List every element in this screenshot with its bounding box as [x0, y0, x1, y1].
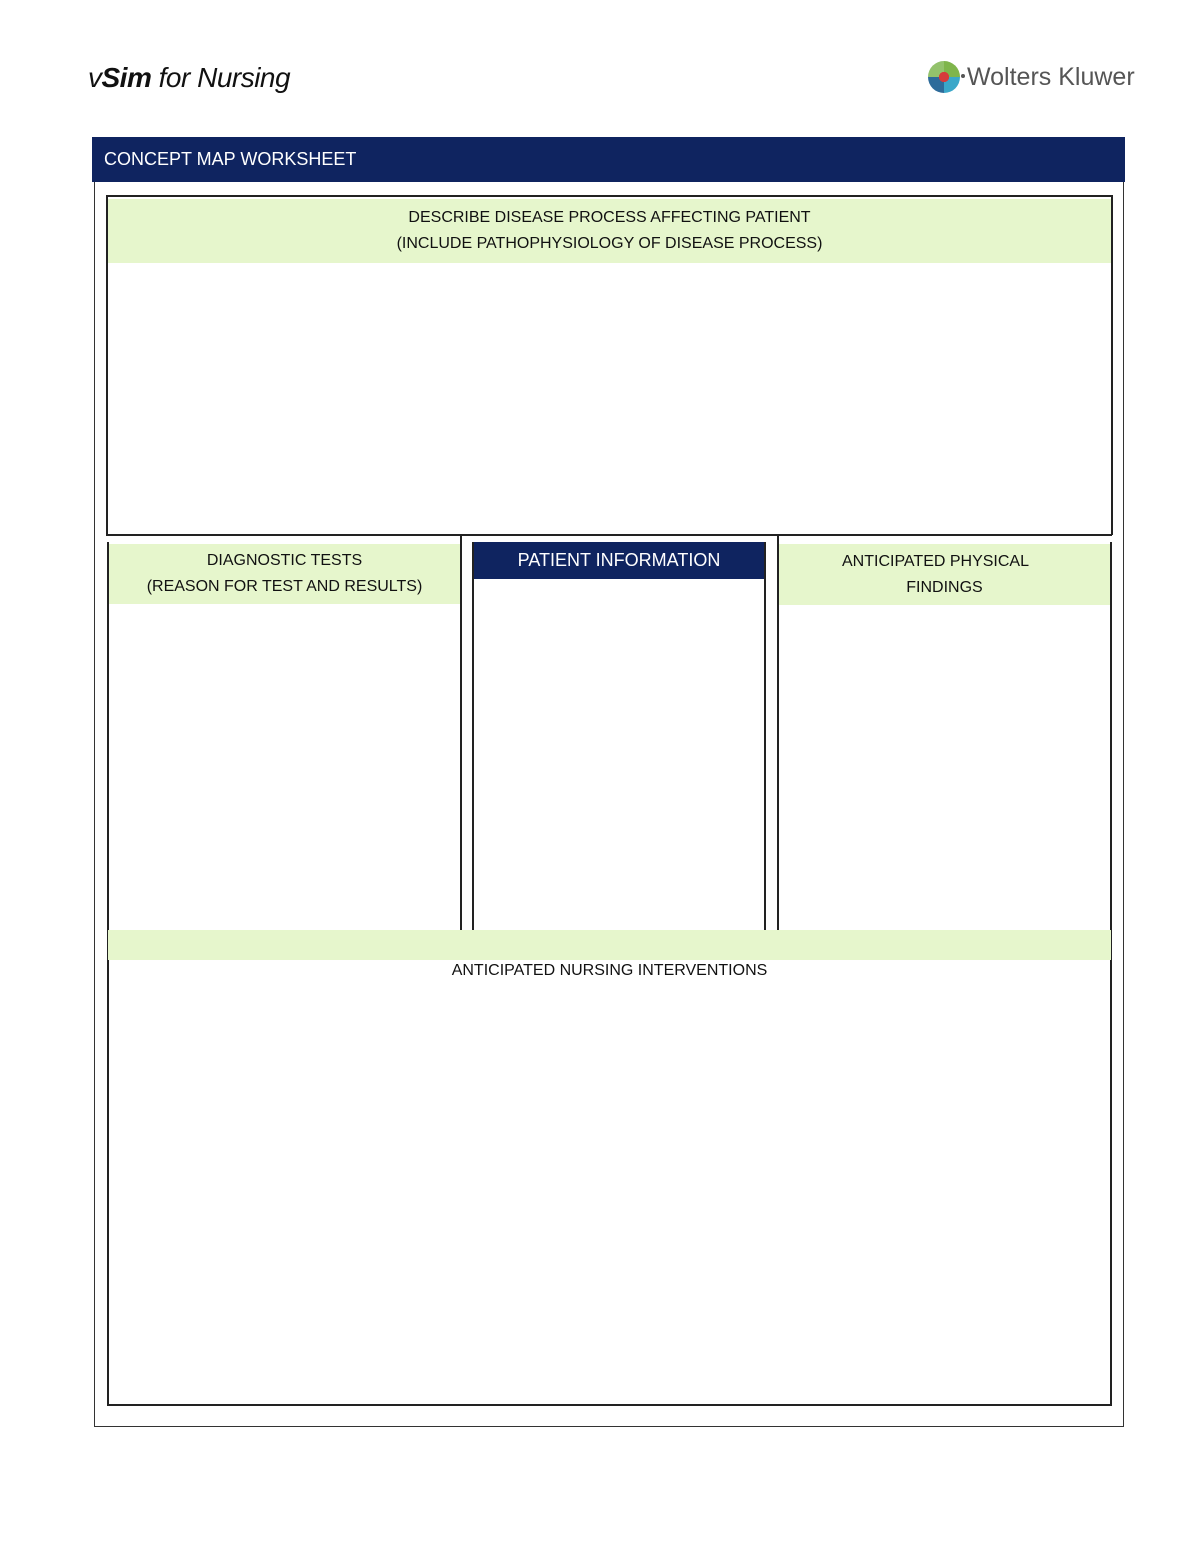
- disease-box-bottom-border: [106, 534, 1112, 536]
- disease-box-top-border: [106, 195, 1112, 197]
- physical-findings-header: [779, 544, 1110, 605]
- brand-for-nursing: for Nursing: [151, 62, 291, 93]
- diagnostic-tests-subtitle: (REASON FOR TEST AND RESULTS): [146, 578, 423, 595]
- nursing-interventions-title: ANTICIPATED NURSING INTERVENTIONS: [451, 962, 768, 979]
- patient-information-title: PATIENT INFORMATION: [517, 550, 721, 570]
- diagnostic-tests-header: [109, 544, 460, 604]
- wolters-kluwer-globe-icon: [928, 61, 960, 93]
- disease-process-header: [108, 199, 1111, 263]
- disease-process-answer-area[interactable]: [108, 264, 1111, 532]
- diagnostic-tests-answer-area[interactable]: [109, 605, 459, 929]
- worksheet-title: CONCEPT MAP WORKSHEET: [104, 149, 357, 169]
- nursing-interventions-band: [108, 930, 1111, 960]
- wolters-kluwer-logo: [928, 60, 1135, 94]
- patient-information-answer-area[interactable]: [474, 580, 764, 929]
- disease-box-right-border: [1111, 195, 1113, 535]
- vsim-logo: [88, 62, 290, 94]
- physical-findings-answer-area[interactable]: [779, 606, 1109, 929]
- diagnostic-right-border: [460, 535, 462, 930]
- physical-findings-title: ANTICIPATED PHYSICAL: [842, 552, 1029, 570]
- interventions-bottom-border: [107, 1404, 1112, 1406]
- patient-information-header: [474, 542, 764, 579]
- publisher-name: Wolters Kluwer: [967, 62, 1135, 91]
- diagnostic-tests-title: DIAGNOSTIC TESTS: [206, 552, 363, 569]
- logo-dot-icon: [961, 74, 965, 78]
- brand-v: v: [88, 62, 102, 93]
- nursing-interventions-answer-area[interactable]: [109, 984, 1109, 1402]
- disease-process-title: DESCRIBE DISEASE PROCESS AFFECTING PATIENT: [408, 209, 811, 226]
- worksheet-title-bar: [92, 137, 1125, 182]
- brand-sim: Sim: [101, 62, 152, 93]
- disease-process-subtitle: (INCLUDE PATHOPHYSIOLOGY OF DISEASE PROCESS): [396, 235, 823, 252]
- patient-info-right-border: [764, 542, 766, 930]
- physical-findings-subtitle: FINDINGS: [906, 578, 983, 596]
